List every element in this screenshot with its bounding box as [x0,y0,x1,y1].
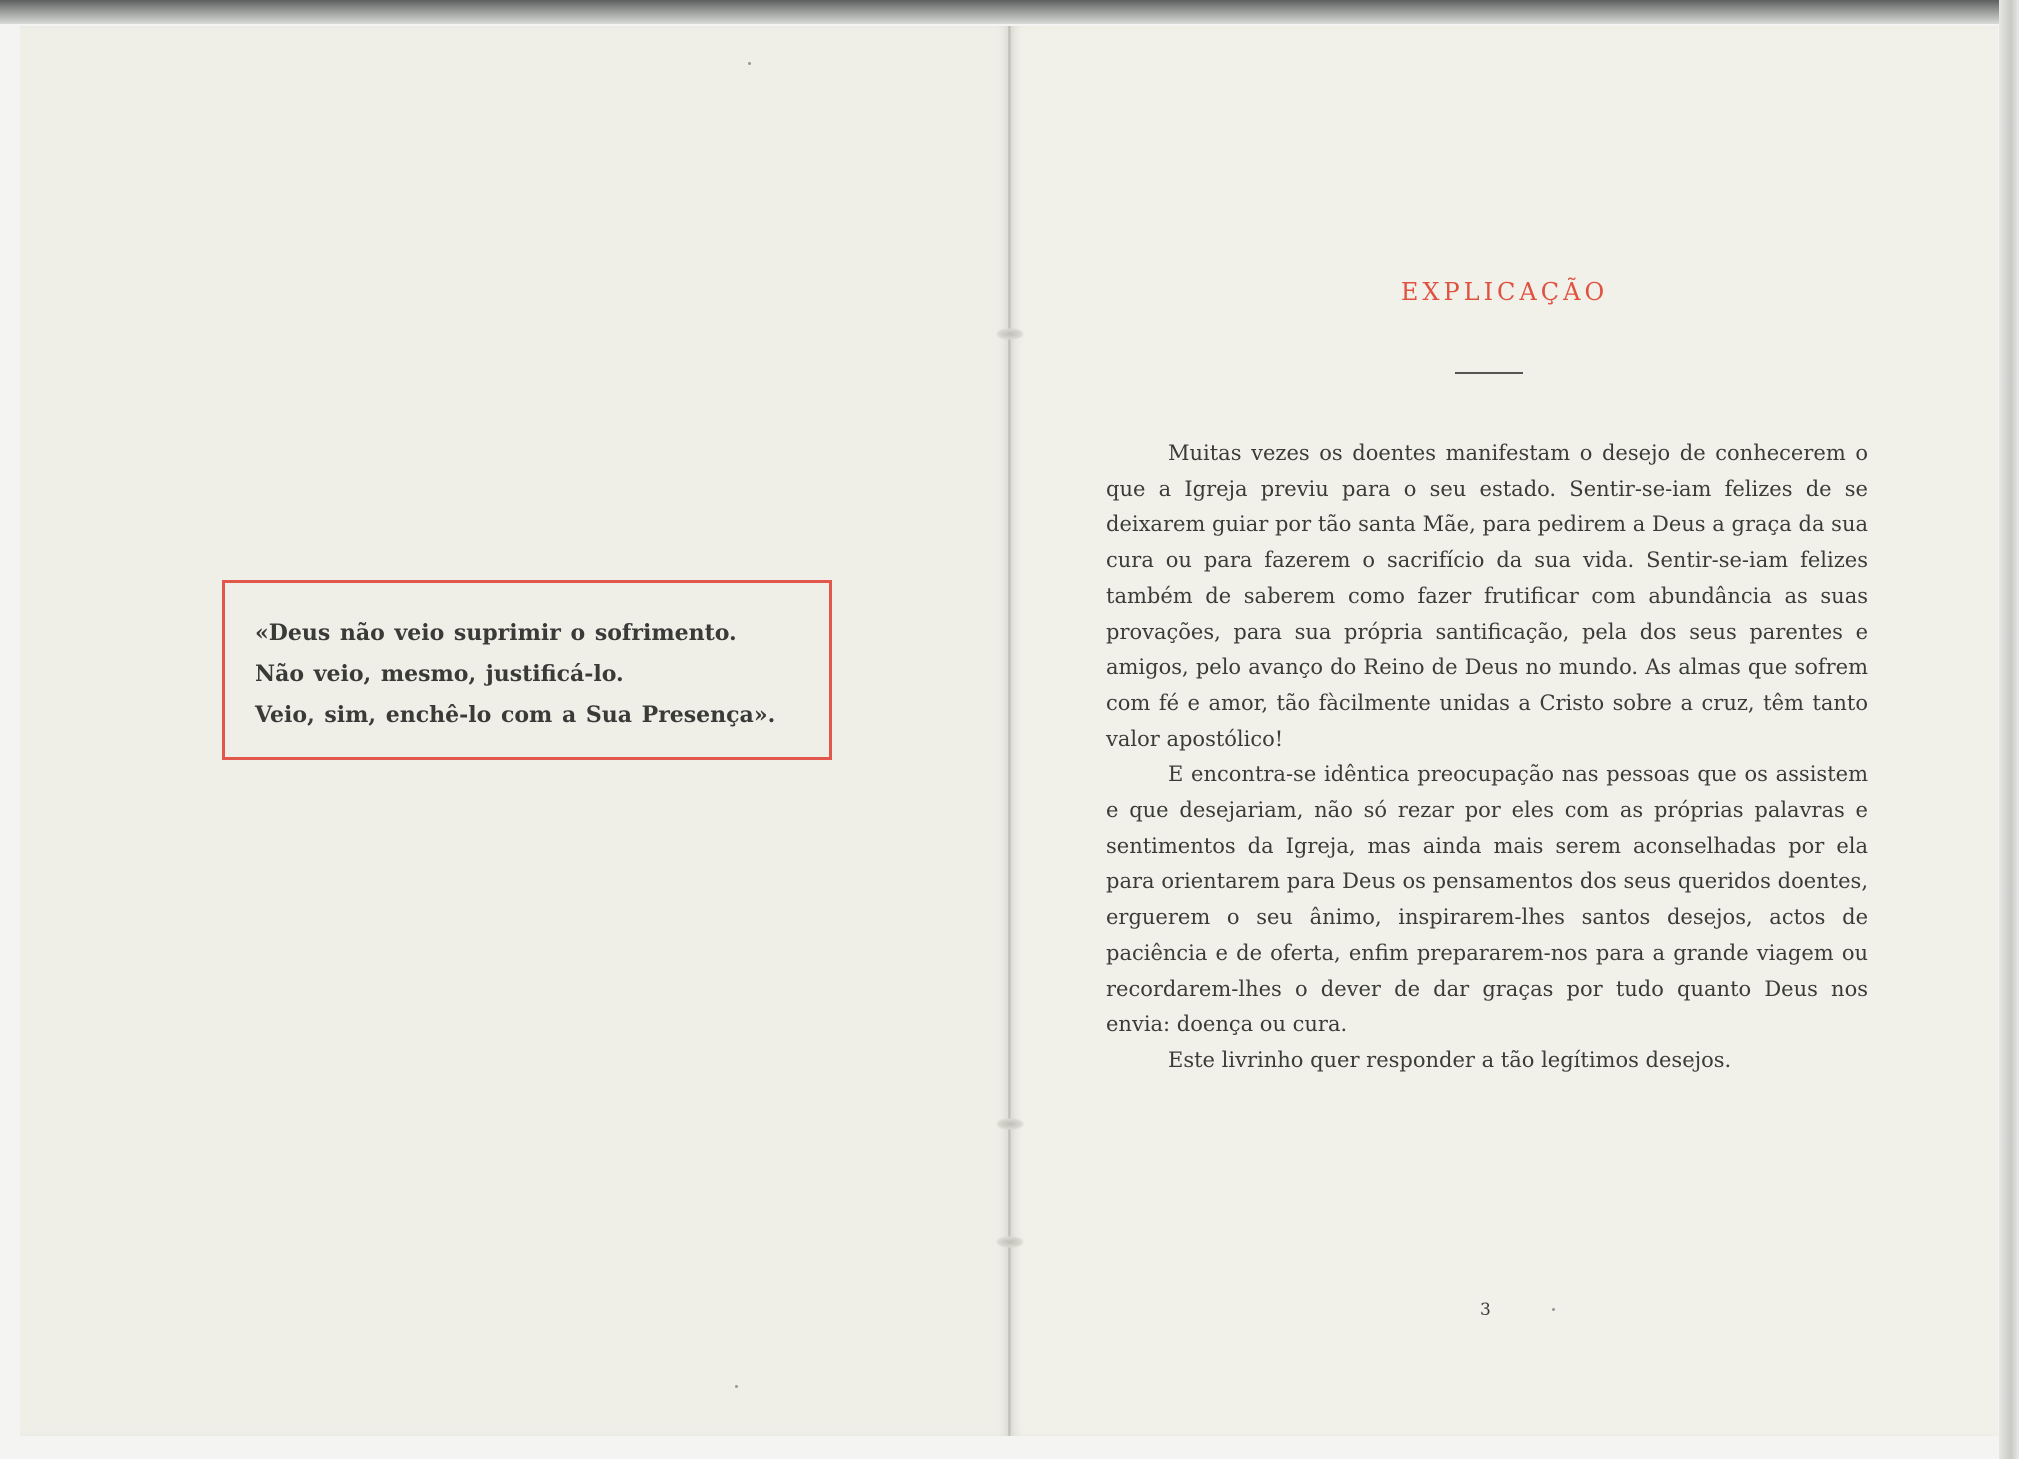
paper-speck [1552,1308,1555,1311]
quote-line: «Deus não veio suprimir o sofrimento. [255,620,737,646]
quote-line: Veio, sim, enchê-lo com a Sua Presença». [255,702,776,728]
page-number: 3 [1480,1300,1491,1320]
quote-box [222,580,832,760]
page-heading: EXPLICAÇÃO [1400,278,1609,306]
staple-mark [996,328,1024,340]
staple-mark [996,1236,1024,1248]
body-text [1106,436,1868,1079]
paragraph: Este livrinho quer responder a tão legítimos desejos. [1168,1047,1732,1072]
staple-mark [996,1118,1024,1130]
paper-speck [735,1385,738,1388]
paragraph: Muitas vezes os doentes manifestam o desejo de conhecerem o que a Igreja previu para o seu estado. Sentir-se-iam felizes de se deixarem guiar por tão santa Mãe, para pedirem a Deus a graça da sua cura ou para fazerem o sacrifício da sua vida. Sentir-se-iam felizes também de saberem como fazer frutificar com abundância as suas provações, para sua própria santificação, pela dos seus parentes e amigos, pelo avanço do Reino de Deus no mundo. As almas que sofrem com fé e amor, tão fàcilmente unidas a Cristo sobre a cruz, têm tanto valor apostólico! [1106,441,1868,751]
scan-edge-shadow [0,0,2019,24]
paper-speck [748,62,751,65]
quote-line: Não veio, mesmo, justificá-lo. [255,661,624,687]
scan-edge-right [1999,0,2019,1459]
book-gutter [1008,26,1011,1436]
paragraph: E encontra-se idêntica preocupação nas pessoas que os assistem e que desejariam, não só rezar por eles com as próprias palavras e sentimentos da Igreja, mas ainda mais serem aconselhadas por ela para orientarem para Deus os pensamentos dos seus queridos doentes, erguerem o seu ânimo, inspirarem-lhes santos desejos, actos de paciência e de oferta, enfim prepararem-nos para a grande viagem ou recordarem-lhes o dever de dar graças por tudo quanto Deus nos envia: doença ou cura. [1106,762,1868,1037]
heading-rule [1455,372,1523,374]
